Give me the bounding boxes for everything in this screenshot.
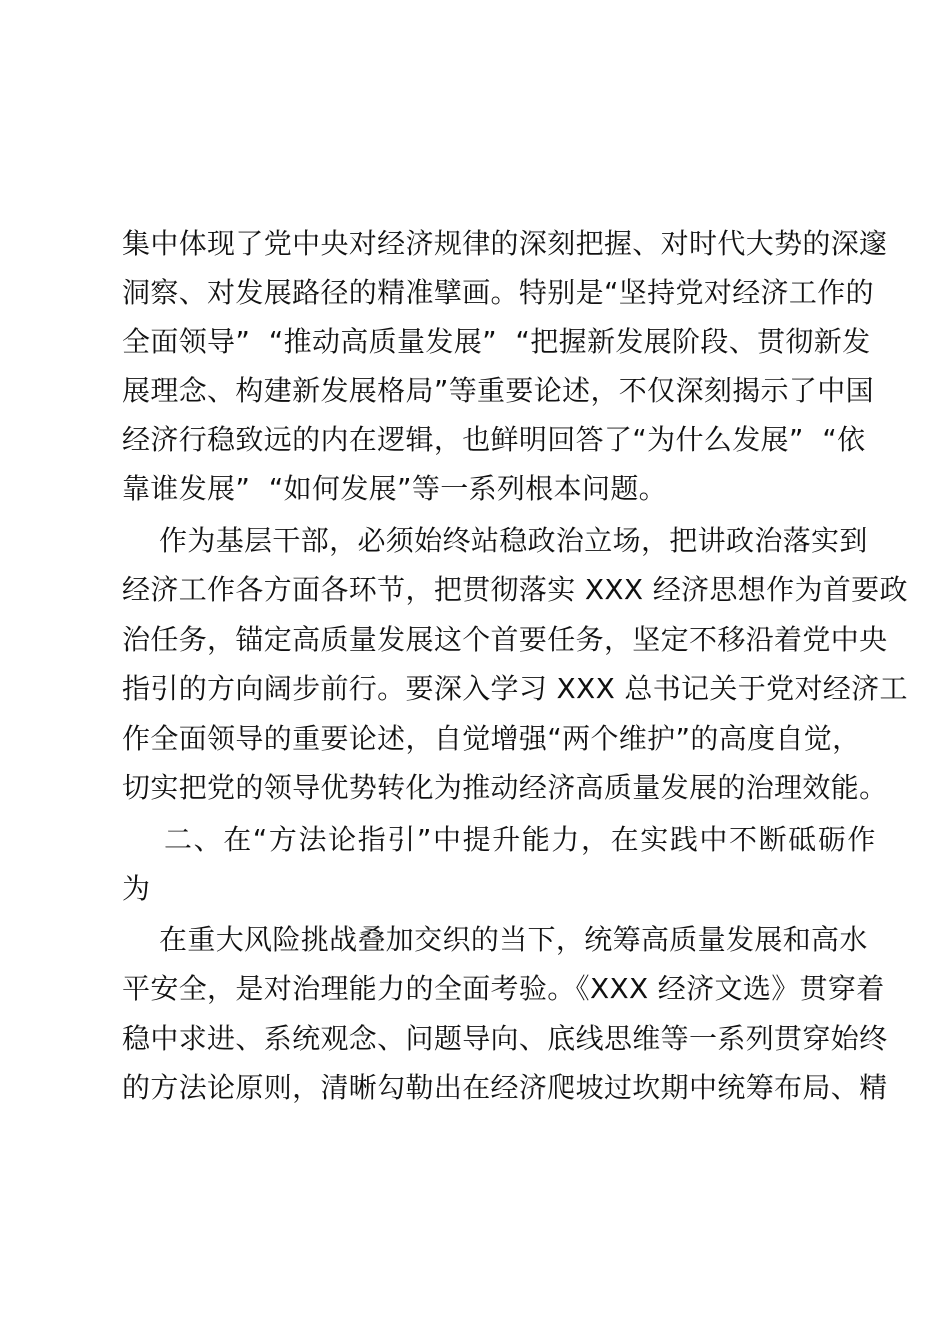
text-line: 全面领导” “推动高质量发展” “把握新发展阶段、贯彻新发 [122, 325, 871, 358]
text-line: 作全面领导的重要论述，自觉增强“两个维护”的高度自觉， [122, 722, 861, 755]
text-line: 展理念、构建新发展格局”等重要论述，不仅深刻揭示了中国 [122, 374, 874, 407]
section-heading: 为 [122, 872, 152, 905]
text-line: 治任务，锚定高质量发展这个首要任务，坚定不移沿着党中央 [122, 623, 888, 656]
text-line: 切实把党的领导优势转化为推动经济高质量发展的治理效能。 [122, 771, 888, 804]
text-line: 经济工作各方面各环节，把贯彻落实 XXX 经济思想作为首要政 [122, 573, 908, 606]
text-line: 集中体现了党中央对经济规律的深刻把握、对时代大势的深邃 [122, 227, 888, 260]
text-line: 的方法论原则，清晰勾勒出在经济爬坡过坎期中统筹布局、精 [122, 1071, 888, 1104]
section-heading: 二、在“方法论指引”中提升能力，在实践中不断砥砺作 [122, 823, 878, 856]
text-line: 在重大风险挑战叠加交织的当下，统筹高质量发展和高水 [122, 923, 868, 956]
text-line: 稳中求进、系统观念、问题导向、底线思维等一系列贯穿始终 [122, 1022, 888, 1055]
text-line: 指引的方向阔步前行。要深入学习 XXX 总书记关于党对经济工 [122, 672, 908, 705]
text-line: 作为基层干部，必须始终站稳政治立场，把讲政治落实到 [122, 524, 868, 557]
text-line: 靠谁发展” “如何发展”等一系列根本问题。 [122, 472, 668, 505]
text-line: 经济行稳致远的内在逻辑，也鲜明回答了“为什么发展” “依 [122, 423, 866, 456]
text-line: 洞察、对发展路径的精准擘画。特别是“坚持党对经济工作的 [122, 276, 874, 309]
text-line: 平安全，是对治理能力的全面考验。《XXX 经济文选》贯穿着 [122, 972, 885, 1005]
